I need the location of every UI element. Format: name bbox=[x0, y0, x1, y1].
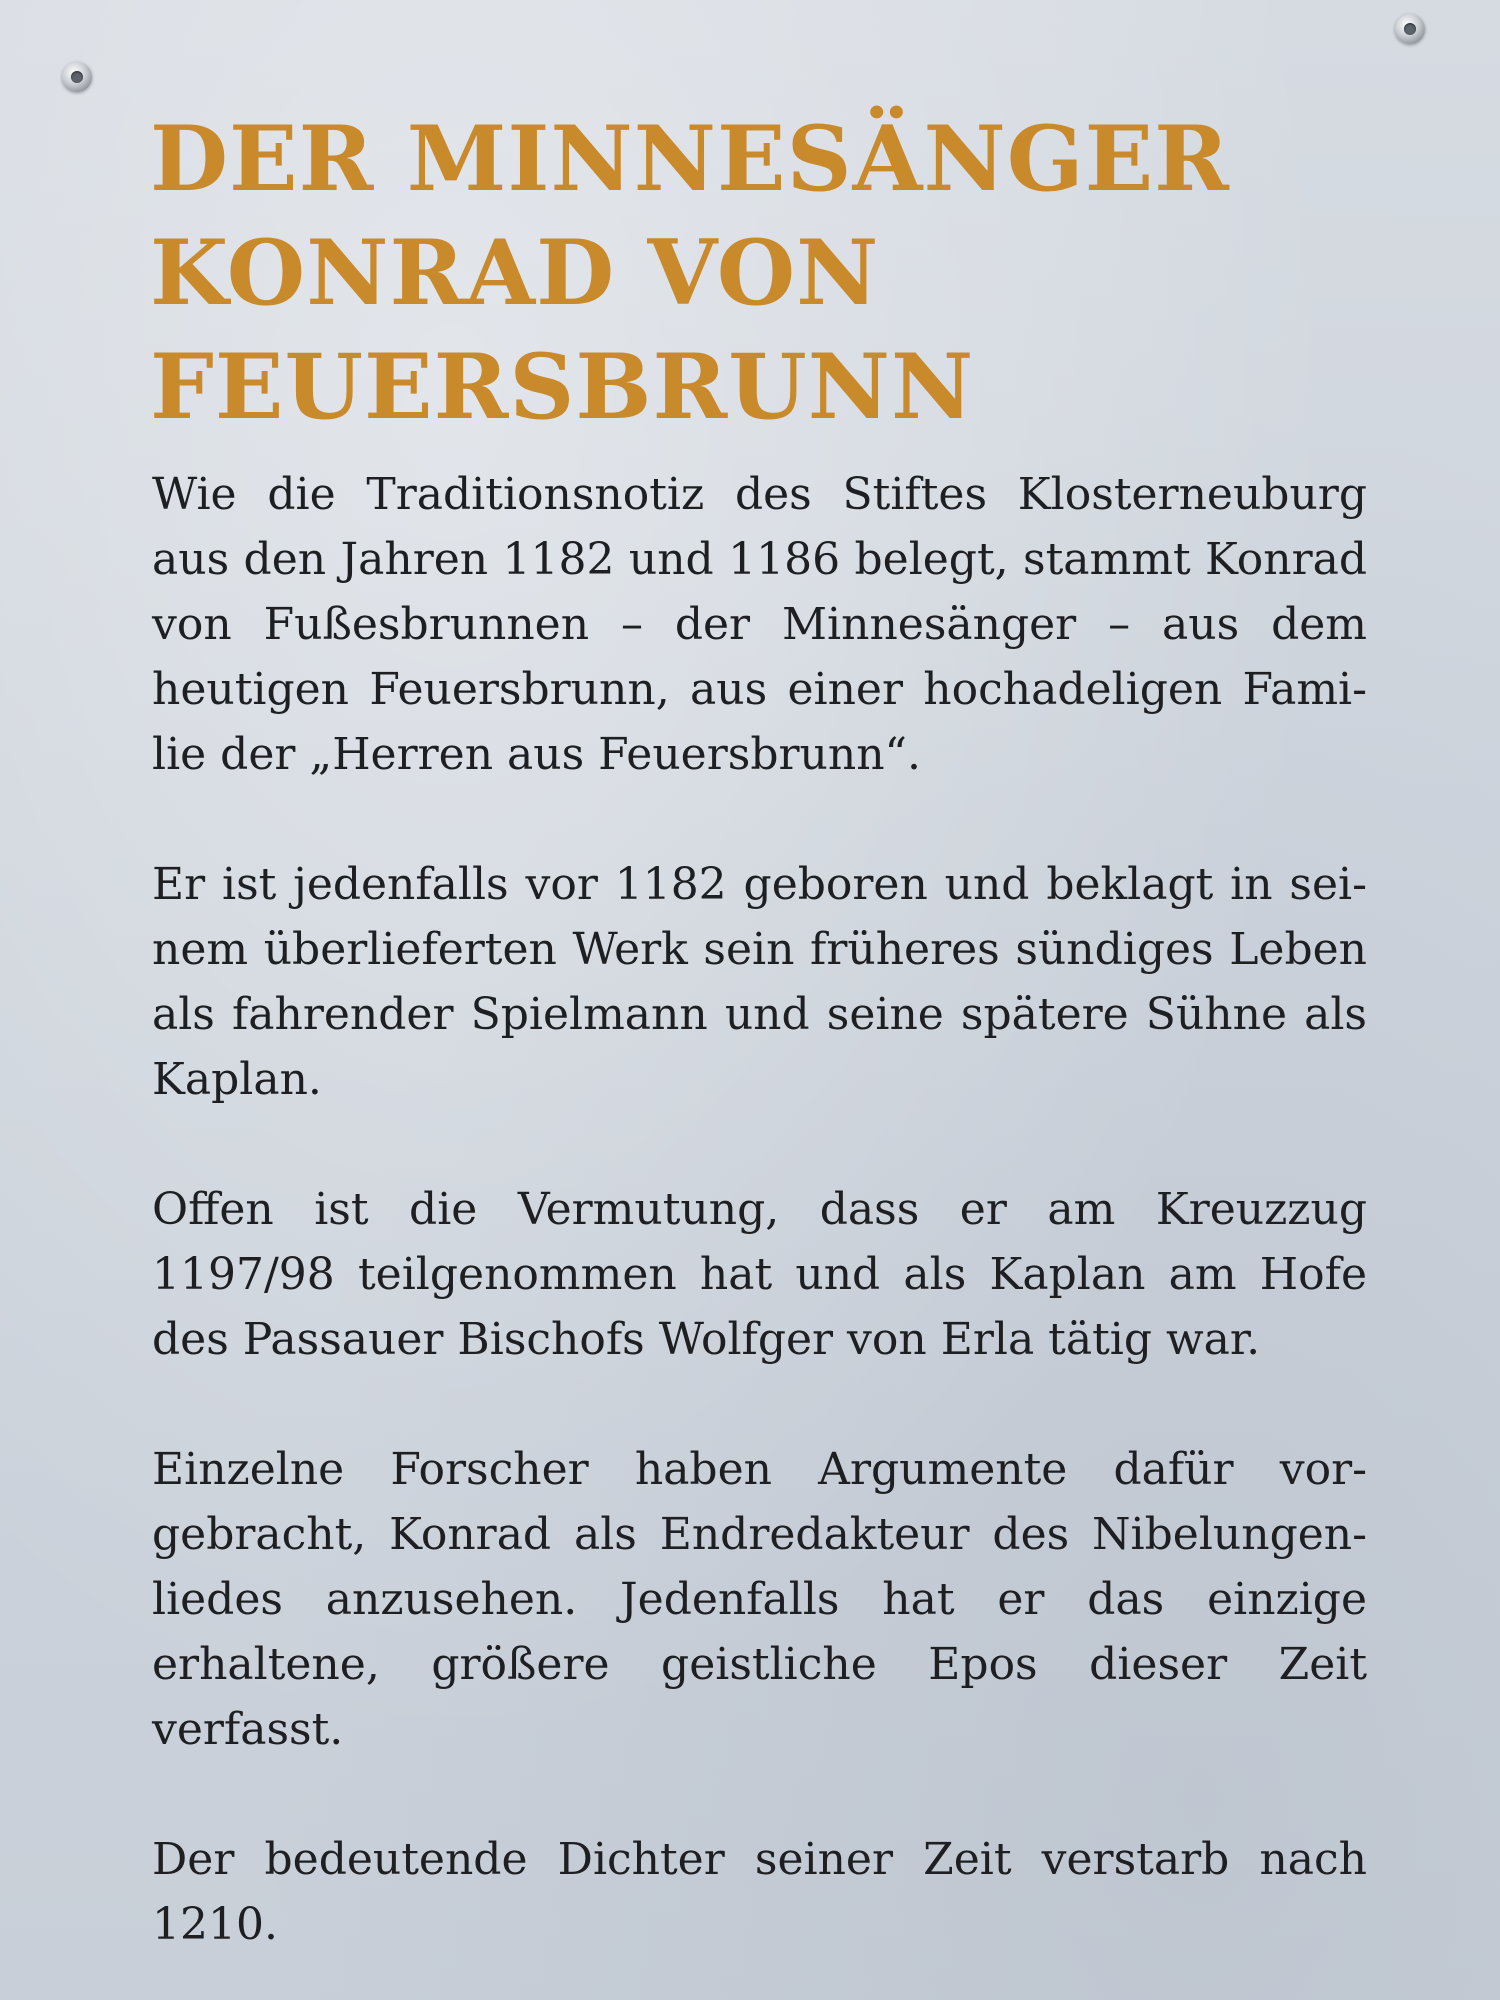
sign-title bbox=[150, 102, 1400, 444]
paragraph-origin: Wie die Traditionsnotiz des Stiftes Klosterneuburg aus den Jahren 1182 und 1186 belegt, stammt Konrad von Fußesbrunnen – der Minnesänger – aus dem heutigen Feuersbrunn, aus einer hochadeligen Fami-lie der „Herren aus Feuersbrunn“. bbox=[152, 469, 1367, 780]
title-line: DER MINNESÄNGER bbox=[150, 106, 1230, 212]
paragraph-birth: Er ist jedenfalls vor 1182 geboren und beklagt in sei-nem überlieferten Werk sein früheres sündiges Leben als fahrender Spielmann und seine spätere Sühne als Kaplan. bbox=[152, 859, 1367, 1105]
title-line: KONRAD VON bbox=[150, 220, 880, 326]
screw-icon bbox=[1395, 14, 1425, 44]
screw-icon bbox=[62, 62, 92, 92]
paragraph-crusade: Offen ist die Vermutung, dass er am Kreuzzug 1197/98 teilgenommen hat und als Kaplan am Hofe des Passauer Bischofs Wolfger von Erla tätig war. bbox=[152, 1184, 1367, 1365]
paragraph-nibelungen: Einzelne Forscher haben Argumente dafür vor-gebracht, Konrad als Endredakteur des Nibelungen-liedes anzusehen. Jedenfalls hat er das einzige erhaltene, größere geistliche Epos dieser Zeit verfasst. bbox=[152, 1444, 1367, 1755]
sign-body bbox=[152, 462, 1367, 1957]
paragraph-death: Der bedeutende Dichter seiner Zeit verstarb nach 1210. bbox=[152, 1834, 1367, 1950]
title-line: FEUERSBRUNN bbox=[150, 334, 975, 440]
